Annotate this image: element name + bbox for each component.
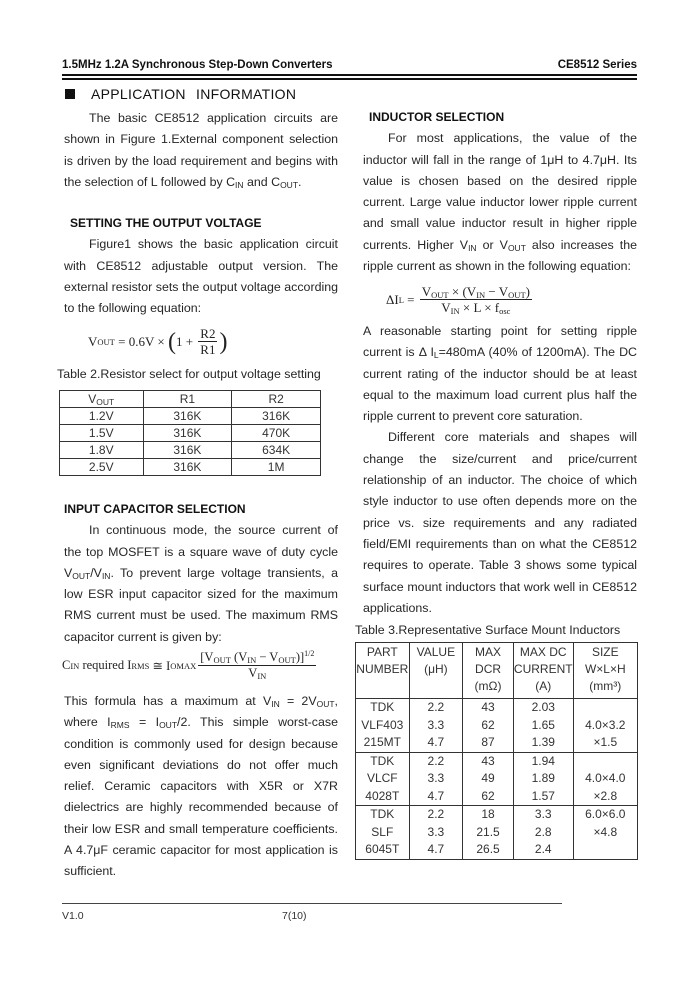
table3-caption: Table 3.Representative Surface Mount Inductors	[355, 623, 621, 637]
input-cap-paragraph-2: This formula has a maximum at $V_{IN} = 2V_{OUT}$, where $I_{RMS} = I_{OUT}/2$. This simple worst-case condition is commonly used for design because even significant deviations do not offer much relief. Ceramic capacitors with X5R or X7R dielectrics are highly recommended because of their low ESR and small temperature coefficients. A 4.7μF ceramic capacitor for most application is sufficient.	[64, 694, 338, 879]
table-row: TDK VLF403 215MT 2.2 3.3 4.7 43 62 87 2.03 1.65 1.39 4.0×3.2 ×1.5	[356, 699, 638, 753]
table2-caption: Table 2.Resistor select for output voltage setting	[57, 367, 321, 381]
footer-rule	[62, 903, 562, 904]
inductor-text: For most applications, the value of the inductor will fall in the range of 1μH to 4.7μH. Its value is chosen based on the desired ripple current. Large value inductor lower ripple current and small value inductor result in higher ripple currents. Higher $V_{IN}$ or $V_{OUT}$ also increases the ripple current as shown in the following equation:	[363, 131, 638, 274]
doc-header-series: CE8512 Series	[557, 59, 637, 71]
table-header-row: $V_{OUT}$ R1 R2	[60, 391, 321, 408]
footer-page-number: 7(10)	[282, 910, 307, 922]
header-rule-top	[62, 74, 637, 76]
doc-header-title: 1.5MHz 1.2A Synchronous Step-Down Converters	[62, 59, 333, 71]
section-title-text: APPLICATION INFORMATION	[91, 86, 297, 102]
ripple-paragraph: A reasonable starting point for setting ripple current is Δ $I_L=480mA$ (40% of 1200mA). The DC current rating of the inductor should be at least equal to the maximum load current plus half the ripple current to prevent core saturation. Different core materials and shapes will change the size/current and price/current relationship of an inductor. The choice of which style inductor to use often depends more on the price vs. size requirements and any radiated field/EMI requirements than on what the CE8512 requires to operate. Table 3 shows some typical surface mount inductors that work well in CE8512 applications.	[363, 321, 637, 619]
output-voltage-section	[64, 213, 338, 319]
table-row: TDK VLCF 4028T 2.2 3.3 4.7 43 49 62 1.94 1.89 1.57 4.0×4.0 ×2.8	[356, 752, 638, 806]
header-rule-bottom	[62, 78, 637, 80]
table-row: 1.8V 316K 634K	[60, 442, 321, 459]
section-title	[65, 86, 296, 102]
rms-current-equation: C IN required I RMS ≅ I OMAX $\frac{[V_{OUT} (V_{IN} - V_{OUT})]^{1/2}}{V_{IN}}$	[62, 648, 315, 681]
inductor-heading: INDUCTOR SELECTION	[369, 110, 505, 124]
table-header-row: PART NUMBER VALUE (μH) MAX DCR (mΩ) MAX DC CURRENT (A) SIZE W×L×H (mm³)	[356, 643, 638, 699]
table-row: 2.5V 316K 1M	[60, 459, 321, 476]
input-cap-heading: INPUT CAPACITOR SELECTION	[64, 502, 246, 516]
table-row: 1.5V 316K 470K	[60, 425, 321, 442]
output-voltage-equation: V OUT = 0.6V × ( 1 + $\frac{R2}{R1}$ )	[88, 326, 228, 357]
table-row: 1.2V 316K 316K	[60, 408, 321, 425]
output-voltage-text: Figure1 shows the basic application circuit with CE8512 adjustable output version. The external resistor sets the output voltage according to the following equation:	[64, 237, 338, 316]
ripple-current-equation: ΔI L = $\frac{V_{OUT} \times (V_{IN} - V_{OUT})}{V_{IN} \times L \times f_{osc}}$	[386, 284, 530, 316]
intro-paragraph: The basic CE8512 application circuits are shown in Figure 1.External component selection is driven by the load requirement and begins with the selection of L followed by $C_{IN}$ and $C_{OUT}$.	[64, 111, 338, 190]
table-row: TDK SLF 6045T 2.2 3.3 4.7 18 21.5 26.5 3.3 2.8 2.4 6.0×6.0 ×4.8	[356, 806, 638, 860]
resistor-table	[59, 390, 321, 476]
core-materials-paragraph: Different core materials and shapes will change the size/current and price/current relationship of an inductor. The choice of which style inductor to use often depends more on the price vs. size requirements and any radiated field/EMI requirements than on what the CE8512 requires to operate. Table 3 shows some typical surface mount inductors that work well in CE8512 applications.	[363, 430, 637, 615]
inductor-section	[363, 107, 637, 277]
input-cap-text: In continuous mode, the source current of the top MOSFET is a square wave of duty cycle $V_{OUT}/V_{IN}$. To prevent large voltage transients, a low ESR input capacitor sized for the maximum RMS current must be used. The maximum RMS capacitor current is given by:	[64, 523, 338, 644]
footer-version: V1.0	[62, 910, 84, 922]
input-cap-section	[64, 499, 338, 648]
output-voltage-heading: SETTING THE OUTPUT VOLTAGE	[70, 216, 262, 230]
black-square-icon	[65, 89, 75, 99]
inductor-table	[355, 642, 638, 860]
